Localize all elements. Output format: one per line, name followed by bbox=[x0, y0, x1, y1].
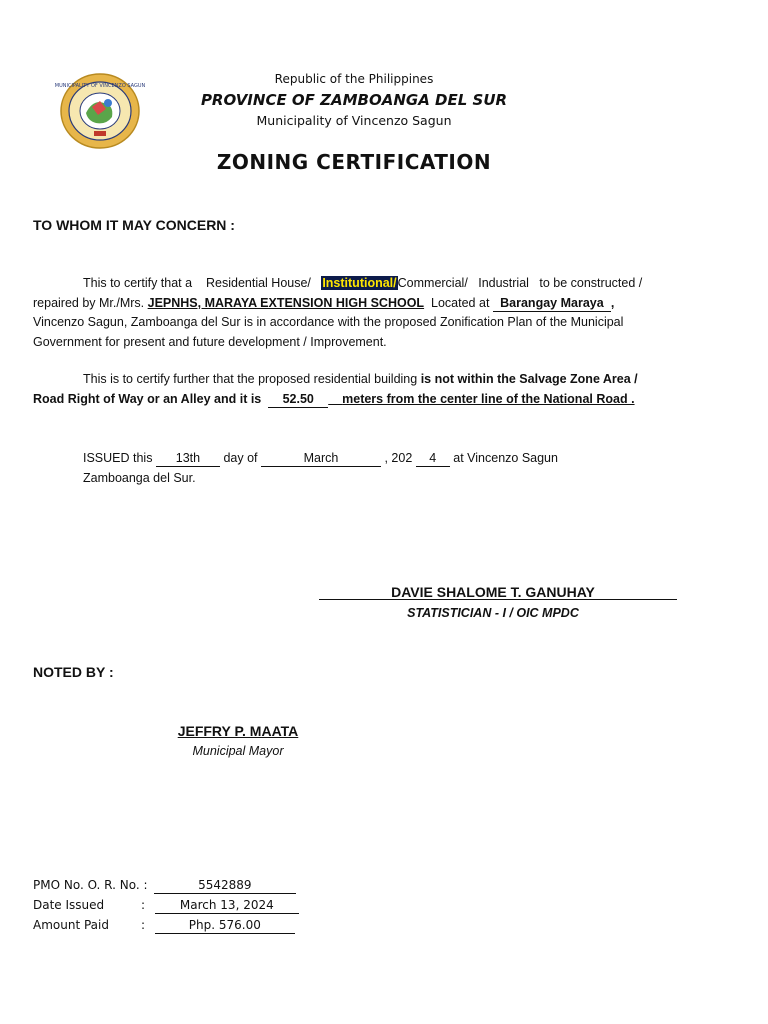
option-institutional-selected: Institutional/ bbox=[322, 276, 397, 290]
mayor-name: JEFFRY P. MAATA bbox=[177, 723, 299, 739]
option-industrial: Industrial bbox=[478, 276, 529, 290]
amount-paid-value: Php. 576.00 bbox=[155, 918, 295, 934]
certification-paragraph: This to certify that a Residential House/ Institutional/Commercial/ Industrial to be constructed / repaired by Mr./Mrs. JEPNHS, MARAYA EXTENSION HIGH SCHOOL Located at Barangay Maraya , Vincenzo Sagun, Zamboanga del Sur is in accordance with the proposed Zonification Plan of the Municipal Government for present and future development / Improvement. bbox=[33, 276, 643, 349]
salvage-zone-paragraph: This is to certify further that the proposed residential building is not within the Salvage Zone Area / Road Right of Way or an Alley and it is 52.50 meters from the center line of the National Road . bbox=[33, 372, 638, 406]
issued-year-digit: 4 bbox=[416, 451, 450, 467]
republic-label: Republic of the Philippines bbox=[274, 72, 434, 86]
noted-by-label: NOTED BY : bbox=[33, 664, 114, 680]
issued-day: 13th bbox=[156, 451, 220, 467]
signatory-name: DAVIE SHALOME T. GANUHAY bbox=[391, 584, 595, 600]
owner-name: JEPNHS, MARAYA EXTENSION HIGH SCHOOL bbox=[147, 295, 425, 310]
svg-text:MUNICIPALITY OF VINCENZO SAGUN: MUNICIPALITY OF VINCENZO SAGUN bbox=[54, 83, 146, 89]
issued-paragraph: ISSUED this 13th day of March , 202 4 at Vincenzo Sagun Zamboanga del Sur. bbox=[83, 451, 558, 485]
municipality-label: Municipality of Vincenzo Sagun bbox=[256, 113, 452, 128]
option-commercial: Commercial/ bbox=[397, 276, 468, 290]
mayor-title: Municipal Mayor bbox=[192, 744, 284, 758]
issued-month: March bbox=[261, 451, 381, 467]
or-number-value: 5542889 bbox=[154, 878, 296, 894]
document-title: ZONING CERTIFICATION bbox=[216, 150, 492, 174]
amount-paid-row: Amount Paid : Php. 576.00 bbox=[33, 918, 295, 934]
distance-value: 52.50 bbox=[268, 392, 328, 408]
option-residential: Residential House/ bbox=[205, 276, 311, 290]
or-number-row: PMO No. O. R. No. : 5542889 bbox=[33, 878, 296, 894]
province-label: PROVINCE OF ZAMBOANGA DEL SUR bbox=[200, 91, 508, 109]
salutation: TO WHOM IT MAY CONCERN : bbox=[33, 217, 235, 233]
date-issued-value: March 13, 2024 bbox=[155, 898, 299, 914]
date-issued-row: Date Issued : March 13, 2024 bbox=[33, 898, 299, 914]
signatory-title: STATISTICIAN - I / OIC MPDC bbox=[407, 606, 579, 620]
location-value: Barangay Maraya bbox=[493, 296, 611, 312]
